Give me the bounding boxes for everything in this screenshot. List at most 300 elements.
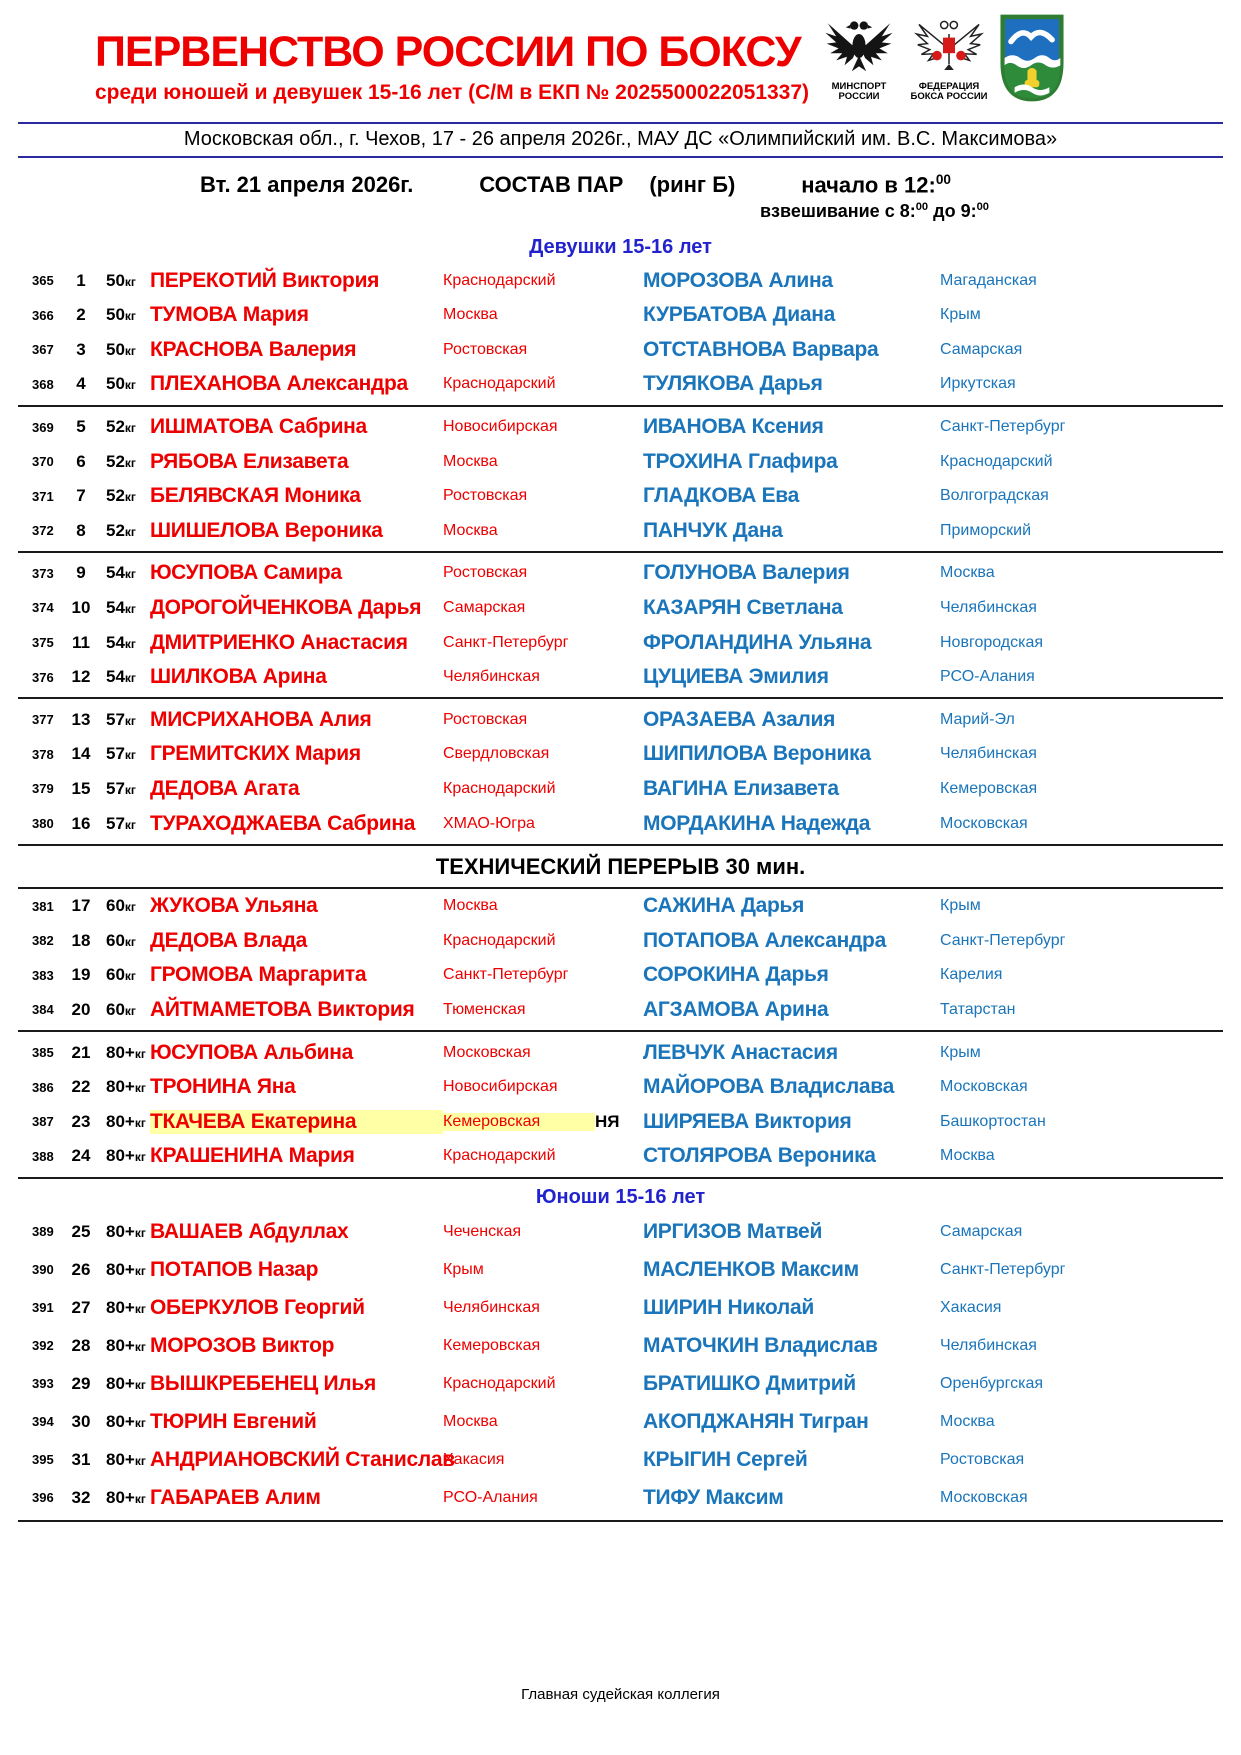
red-corner-region: Крым (443, 1260, 484, 1278)
weight-unit: кг (134, 1491, 146, 1506)
blue-corner-name: АКОПДЖАНЯН Тигран (643, 1409, 869, 1433)
blue-corner-region: Москва (940, 1412, 995, 1430)
ring-label: (ринг Б) (649, 172, 736, 198)
red-corner-region: Краснодарский (443, 779, 556, 797)
document-title: СОСТАВ ПАР (ринг Б) (479, 172, 736, 198)
weight-class: 80+кг (106, 1297, 146, 1317)
bout-number: 384 (32, 1002, 54, 1018)
blue-corner-name: КАЗАРЯН Светлана (643, 595, 843, 619)
blue-corner-region: Марий-Эл (940, 710, 1015, 728)
weight-class: 52кг (106, 451, 136, 471)
pair-row (0, 1035, 1241, 1070)
weight-class: 80+кг (106, 1077, 146, 1097)
red-corner-name: ПЛЕХАНОВА Александра (150, 372, 408, 396)
blue-corner-name: ГЛАДКОВА Ева (643, 484, 800, 508)
red-corner-name: БЕЛЯВСКАЯ Моника (150, 484, 361, 508)
pair-number: 3 (76, 339, 86, 359)
pair-row (0, 1104, 1241, 1139)
pair-number: 29 (71, 1373, 91, 1393)
pair-number: 24 (71, 1146, 91, 1166)
pair-number: 5 (76, 417, 86, 436)
blue-corner-name: ОРАЗАЕВА Азалия (643, 707, 836, 731)
blue-corner-region: Башкортостан (940, 1112, 1046, 1130)
coat-of-arms-icon (1000, 14, 1064, 102)
weight-unit: кг (124, 748, 136, 763)
red-corner-region: Москва (443, 521, 498, 539)
weight-unit: кг (124, 636, 136, 651)
group-divider (18, 1177, 1223, 1179)
bout-number: 379 (32, 781, 54, 797)
weight-class: 57кг (106, 709, 136, 729)
blue-corner-region: Московская (940, 1488, 1028, 1506)
blue-corner-name: ТИФУ Максим (643, 1485, 784, 1509)
pair-number: 26 (71, 1259, 91, 1279)
weight-class: 50кг (106, 270, 136, 290)
red-corner-region: Московская (443, 1043, 531, 1061)
weight-unit: кг (124, 343, 136, 358)
minsport-logo (818, 16, 900, 103)
pair-number: 22 (71, 1077, 91, 1097)
pair-row (0, 1289, 1241, 1327)
pair-row (0, 958, 1241, 993)
pair-row (0, 1365, 1241, 1403)
blue-corner-region: Челябинская (940, 598, 1037, 616)
red-corner-region: Самарская (443, 598, 526, 616)
blue-corner-region: Ростовская (940, 1450, 1025, 1468)
weight-unit: кг (124, 934, 136, 949)
section-title: Девушки 15-16 лет (529, 236, 712, 259)
weight-class: 80+кг (106, 1487, 146, 1507)
blue-corner-name: КУРБАТОВА Диана (643, 303, 835, 327)
red-corner-region: Новосибирская (443, 418, 558, 435)
pair-row (0, 923, 1241, 958)
red-corner-region: РСО-Алания (443, 1488, 538, 1506)
blue-corner-region: Санкт-Петербург (940, 1260, 1066, 1278)
red-corner-region: Челябинская (443, 668, 540, 686)
pair-number: 6 (76, 451, 86, 471)
red-corner-name: АЙТМАМЕТОВА Виктория (150, 997, 415, 1021)
blue-corner-region: Татарстан (940, 1000, 1016, 1018)
pair-number: 25 (71, 1221, 91, 1241)
blue-corner-name: ЛЕВЧУК Анастасия (643, 1040, 838, 1064)
blue-corner-name: ИРГИЗОВ Матвей (643, 1219, 823, 1243)
weight-unit: кг (124, 601, 136, 616)
pair-row (0, 889, 1241, 924)
group-divider (18, 1030, 1223, 1032)
group-divider (18, 1520, 1223, 1522)
bout-number: 365 (32, 273, 54, 289)
pair-row (0, 806, 1241, 841)
red-corner-region: Тюменская (443, 1000, 526, 1018)
red-corner-name: ПОТАПОВ Назар (150, 1257, 319, 1281)
pair-number: 13 (71, 709, 91, 729)
blue-corner-region: Крым (940, 306, 981, 324)
blue-corner-region: Москва (940, 1147, 995, 1165)
weight-unit: кг (134, 1046, 146, 1061)
pair-row (0, 556, 1241, 591)
bout-number: 385 (32, 1045, 54, 1060)
blue-corner-name: МАТОЧКИН Владислав (643, 1333, 878, 1357)
page-title: ПЕРВЕНСТВО РОССИИ ПО БОКСУ (95, 28, 801, 76)
group-divider (18, 697, 1223, 699)
red-corner-region: Ростовская (443, 340, 528, 358)
weight-unit: кг (134, 1415, 146, 1430)
pair-number: 19 (71, 965, 91, 985)
pair-number: 2 (76, 305, 86, 325)
boxing-federation-logo (908, 16, 990, 103)
blue-corner-name: МОРДАКИНА Надежда (643, 811, 871, 835)
weight-unit: кг (124, 309, 136, 324)
pair-number: 11 (72, 632, 90, 652)
blue-corner-region: Московская (940, 814, 1028, 832)
weight-class: 80+кг (106, 1373, 146, 1393)
pair-row (0, 263, 1241, 298)
red-corner-region: Хакасия (443, 1450, 505, 1468)
blue-corner-region: Магаданская (940, 271, 1037, 289)
red-corner-region: Новосибирская (443, 1078, 558, 1096)
blue-corner-region: Оренбургская (940, 1374, 1044, 1392)
pair-row (0, 737, 1241, 772)
bout-number: 389 (32, 1224, 54, 1240)
bout-number: 392 (32, 1338, 54, 1354)
weight-class: 57кг (106, 744, 136, 764)
weight-class: 54кг (106, 563, 136, 583)
red-corner-name: МИСРИХАНОВА Алия (150, 707, 372, 731)
bout-number: 383 (32, 967, 54, 983)
pair-row (0, 772, 1241, 807)
red-corner-region: Москва (443, 452, 498, 470)
weight-unit: кг (124, 378, 136, 393)
pair-row (0, 591, 1241, 626)
pair-row (0, 410, 1241, 445)
bout-number: 369 (32, 419, 54, 435)
pair-number: 17 (71, 896, 91, 916)
pair-number: 14 (71, 744, 91, 764)
bout-number: 366 (32, 307, 54, 323)
red-corner-region: Краснодарский (443, 931, 556, 949)
weight-class: 54кг (106, 632, 136, 652)
weight-unit: кг (124, 782, 136, 797)
red-corner-name: ЖУКОВА Ульяна (150, 894, 318, 918)
weight-class: 57кг (106, 813, 136, 833)
weight-unit: кг (134, 1225, 146, 1240)
blue-corner-name: МАСЛЕНКОВ Максим (643, 1257, 859, 1281)
blue-corner-name: ФРОЛАНДИНА Ульяна (643, 630, 872, 654)
weight-class: 80+кг (106, 1042, 146, 1062)
red-corner-name: ШИЛКОВА Арина (150, 665, 327, 689)
red-corner-region: Краснодарский (443, 375, 556, 393)
red-corner-name: ПЕРЕКОТИЙ Виктория (150, 268, 380, 292)
weight-unit: кг (134, 1301, 146, 1316)
red-corner-name: ТРОНИНА Яна (150, 1075, 296, 1099)
blue-corner-region: Новгородская (940, 633, 1044, 651)
pair-number: 4 (76, 374, 86, 394)
blue-corner-region: Приморский (940, 521, 1032, 539)
group-divider (18, 405, 1223, 407)
bout-number: 367 (32, 342, 54, 358)
blue-corner-name: ПАНЧУК Дана (643, 518, 783, 542)
weight-class: 60кг (106, 896, 136, 916)
weight-unit: кг (134, 1115, 146, 1130)
red-corner-region: Свердловская (443, 745, 550, 763)
blue-corner-name: МАЙОРОВА Владислава (643, 1075, 895, 1099)
blue-corner-name: ГОЛУНОВА Валерия (643, 561, 850, 585)
weight-unit: кг (124, 567, 136, 582)
bout-number: 386 (32, 1079, 54, 1095)
red-corner-name: ЮСУПОВА Самира (150, 561, 342, 585)
pair-row (0, 367, 1241, 402)
weight-class: 60кг (106, 930, 136, 950)
pair-row (0, 1327, 1241, 1365)
red-corner-name: ВЫШКРЕБЕНЕЦ Илья (150, 1371, 376, 1395)
blue-corner-name: ЦУЦИЕВА Эмилия (643, 665, 829, 689)
weight-unit: кг (134, 1453, 146, 1468)
pair-number: 27 (71, 1297, 91, 1317)
page-header (0, 0, 1241, 122)
pair-row (0, 1441, 1241, 1479)
boxing-federation-eagle-icon (913, 16, 985, 76)
bout-number: 395 (32, 1452, 54, 1468)
weight-unit: кг (124, 455, 136, 470)
pair-row (0, 1213, 1241, 1251)
blue-corner-region: Иркутская (940, 375, 1016, 393)
red-corner-region: Ростовская (443, 710, 528, 728)
weight-class: 50кг (106, 305, 136, 325)
pair-number: 28 (71, 1335, 91, 1355)
blue-corner-name: ПОТАПОВА Александра (643, 928, 886, 952)
weight-class: 54кг (106, 597, 136, 617)
red-corner-name: ВАШАЕВ Абдуллах (150, 1219, 349, 1243)
weight-class: 50кг (106, 374, 136, 394)
red-corner-name: ТКАЧЕВА Екатерина (150, 1110, 443, 1134)
pair-row (0, 1139, 1241, 1174)
title-block (95, 0, 1241, 105)
pair-number: 18 (71, 930, 91, 950)
blue-corner-name: ШИРИН Николай (643, 1295, 814, 1319)
weight-unit: кг (124, 713, 136, 728)
page-subtitle: среди юношей и девушек 15-16 лет (С/М в ЕКП № 2025500022051337) (95, 81, 810, 105)
blue-corner-region: Хакасия (940, 1298, 1002, 1316)
weight-unit: кг (124, 490, 136, 505)
event-date: Вт. 21 апреля 2026г. (200, 172, 414, 198)
weight-unit: кг (124, 524, 136, 539)
blue-corner-region: Санкт-Петербург (940, 931, 1066, 949)
weight-class: 60кг (106, 965, 136, 985)
blue-corner-name: ВАГИНА Елизавета (643, 776, 839, 800)
weight-unit: кг (124, 817, 136, 832)
red-corner-name: ДЕДОВА Агата (150, 776, 300, 800)
bout-number: 375 (32, 635, 54, 651)
technical-break-row: ТЕХНИЧЕСКИЙ ПЕРЕРЫВ 30 мин. (18, 849, 1223, 889)
red-corner-name: ДЕДОВА Влада (150, 928, 307, 952)
blue-corner-name: ТУЛЯКОВА Дарья (643, 372, 823, 396)
weight-unit: кг (134, 1150, 146, 1165)
red-corner-name: ТУМОВА Мария (150, 303, 309, 327)
bout-number: 394 (32, 1414, 54, 1430)
red-corner-name: РЯБОВА Елизавета (150, 449, 349, 473)
red-corner-name: ДОРОГОЙЧЕНКОВА Дарья (150, 595, 422, 619)
red-corner-name: ШИШЕЛОВА Вероника (150, 518, 383, 542)
pair-row (0, 1251, 1241, 1289)
start-time: начало в 12:$^{00}$ (801, 172, 951, 198)
weight-unit: кг (134, 1081, 146, 1096)
pair-row (0, 298, 1241, 333)
blue-corner-region: Краснодарский (940, 452, 1053, 470)
red-corner-region: Москва (443, 306, 498, 324)
red-corner-name: ЮСУПОВА Альбина (150, 1040, 354, 1064)
bout-number: 372 (32, 523, 54, 539)
red-corner-name: ОБЕРКУЛОВ Георгий (150, 1295, 365, 1319)
pair-row (0, 513, 1241, 548)
blue-corner-region: Самарская (940, 1222, 1023, 1240)
weight-class: 52кг (106, 520, 136, 540)
pair-number: 7 (76, 486, 86, 506)
pair-row (0, 1403, 1241, 1441)
red-corner-region: Чеченская (443, 1222, 522, 1240)
red-corner-region: Кемеровская (443, 1336, 541, 1354)
weight-unit: кг (134, 1377, 146, 1392)
blue-corner-name: ТРОХИНА Глафира (643, 449, 838, 473)
date-line (200, 172, 951, 198)
pair-number: 30 (71, 1411, 91, 1431)
blue-corner-name: БРАТИШКО Дмитрий (643, 1371, 856, 1395)
blue-corner-region: Челябинская (940, 745, 1037, 763)
footer-text: Главная судейская коллегия (521, 1686, 720, 1703)
pair-row (0, 625, 1241, 660)
group-divider (18, 551, 1223, 553)
pair-row (0, 1479, 1241, 1517)
pair-row (0, 444, 1241, 479)
bout-number: 382 (32, 933, 54, 949)
pair-number: 9 (76, 563, 86, 583)
pair-row (0, 333, 1241, 368)
blue-corner-region: Волгоградская (940, 487, 1049, 505)
weight-class: 80+кг (106, 1449, 146, 1469)
blue-corner-name: СТОЛЯРОВА Вероника (643, 1144, 876, 1168)
blue-corner-name: ОТСТАВНОВА Варвара (643, 337, 879, 361)
weight-class: 54кг (106, 667, 136, 687)
weight-unit: кг (134, 1339, 146, 1354)
red-corner-name: ДМИТРИЕНКО Анастасия (150, 630, 408, 654)
weight-unit: кг (124, 900, 136, 915)
pair-number: 31 (71, 1449, 91, 1469)
bout-number: 390 (32, 1262, 54, 1278)
red-corner-region: Челябинская (443, 1298, 540, 1316)
red-corner-name: ТУРАХОДЖАЕВА Сабрина (150, 811, 416, 835)
section-title: Юноши 15-16 лет (535, 1185, 706, 1208)
red-corner-region: Москва (443, 897, 498, 915)
red-corner-name: КРАСНОВА Валерия (150, 337, 357, 361)
weight-unit: кг (124, 671, 136, 686)
blue-corner-region: Санкт-Петербург (940, 418, 1066, 435)
blue-corner-region: Крым (940, 1043, 981, 1061)
bout-number: 377 (32, 712, 54, 728)
weight-class: 80+кг (106, 1259, 146, 1279)
blue-corner-name: КРЫГИН Сергей (643, 1447, 808, 1471)
bout-number: 381 (32, 898, 54, 914)
blue-corner-name: МОРОЗОВА Алина (643, 268, 833, 292)
blue-corner-region: Москва (940, 564, 995, 582)
bout-number: 376 (32, 669, 54, 685)
bout-number: 368 (32, 376, 54, 392)
pair-number: 21 (71, 1042, 91, 1062)
red-corner-name: АНДРИАНОВСКИЙ Станислав (150, 1447, 455, 1471)
blue-corner-name: САЖИНА Дарья (643, 894, 805, 918)
red-corner-region: Ростовская (443, 564, 528, 582)
pair-number: 15 (71, 778, 91, 798)
red-corner-name: ГРОМОВА Маргарита (150, 963, 367, 987)
bout-number: 374 (32, 600, 54, 616)
weight-class: 57кг (106, 778, 136, 798)
red-corner-name: ГАБАРАЕВ Алим (150, 1485, 321, 1509)
red-corner-name: ТЮРИН Евгений (150, 1409, 317, 1433)
pair-number: 16 (71, 813, 91, 833)
weight-class: 80+кг (106, 1146, 146, 1166)
group-divider (18, 844, 1223, 846)
pair-row (0, 1070, 1241, 1105)
weight-unit: кг (124, 274, 136, 289)
red-corner-region: Краснодарский (443, 271, 556, 289)
weight-unit: кг (134, 1263, 146, 1278)
weight-class: 50кг (106, 339, 136, 359)
red-corner-name: МОРОЗОВ Виктор (150, 1333, 335, 1357)
red-corner-name: КРАШЕНИНА Мария (150, 1144, 355, 1168)
blue-corner-region: Крым (940, 897, 981, 915)
row-note: НЯ (595, 1111, 620, 1131)
red-corner-region: Санкт-Петербург (443, 966, 569, 984)
blue-corner-region: Карелия (940, 966, 1003, 984)
bout-number: 391 (32, 1300, 54, 1316)
blue-corner-region: Кемеровская (940, 779, 1038, 797)
blue-corner-region: Московская (940, 1078, 1028, 1096)
weight-class: 80+кг (106, 1111, 146, 1131)
weighin-time: взвешивание с 8:$^{00}$ до 9:$^{00}$ (759, 201, 989, 222)
pair-number: 1 (76, 270, 86, 290)
pair-row (0, 993, 1241, 1028)
blue-corner-name: ШИРЯЕВА Виктория (643, 1109, 852, 1133)
weight-unit: кг (124, 1003, 136, 1018)
red-corner-name: ГРЕМИТСКИХ Мария (150, 742, 361, 766)
red-corner-region: Краснодарский (443, 1147, 556, 1165)
red-corner-region: ХМАО-Югра (443, 814, 535, 832)
blue-corner-name: СОРОКИНА Дарья (643, 963, 829, 987)
red-corner-region: Кемеровская (443, 1113, 595, 1131)
pair-number: 32 (71, 1487, 91, 1507)
bout-number: 387 (32, 1114, 54, 1130)
blue-corner-region: Самарская (940, 340, 1023, 358)
red-corner-region: Краснодарский (443, 1374, 556, 1392)
pair-number: 20 (71, 999, 91, 1019)
red-corner-name: ИШМАТОВА Сабрина (150, 415, 367, 438)
red-corner-region: Москва (443, 1412, 498, 1430)
pair-number: 8 (76, 520, 86, 540)
bout-number: 373 (32, 565, 54, 581)
boxing-federation-caption: ФЕДЕРАЦИЯ БОКСА РОССИИ (910, 81, 988, 103)
bout-number: 388 (32, 1148, 54, 1164)
weight-class: 60кг (106, 999, 136, 1019)
blue-corner-region: РСО-Алания (940, 668, 1035, 686)
weight-class: 80+кг (106, 1335, 146, 1355)
bout-number: 371 (32, 488, 54, 504)
blue-corner-name: ШИПИЛОВА Вероника (643, 742, 871, 766)
pair-row (0, 660, 1241, 695)
bout-number: 380 (32, 816, 54, 832)
weight-class: 52кг (106, 417, 136, 436)
bout-number: 393 (32, 1376, 54, 1392)
weight-class: 80+кг (106, 1221, 146, 1241)
blue-corner-name: ИВАНОВА Ксения (643, 415, 824, 438)
minsport-caption: МИНСПОРТ РОССИИ (831, 81, 887, 103)
